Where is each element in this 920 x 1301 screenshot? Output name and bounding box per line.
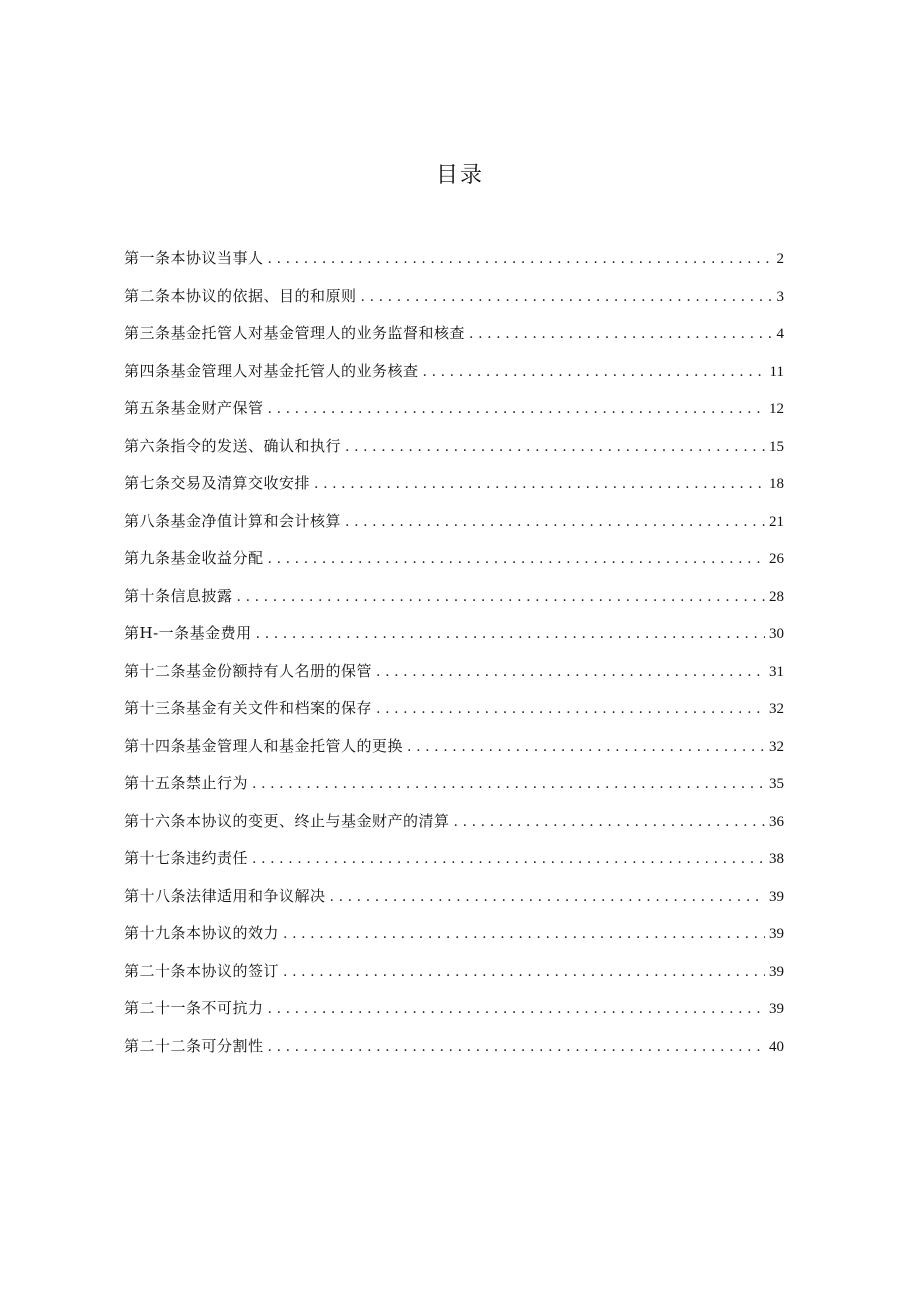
toc-entry-page-number: 4 [776,326,784,342]
toc-entry-page-number: 30 [769,626,784,642]
toc-dot-leader [345,436,765,458]
toc-dot-leader [283,923,765,945]
toc-entry[interactable] [124,397,784,435]
toc-entry-page-number: 2 [776,251,784,267]
toc-entry-label: 第二十条本协议的签订 [124,961,280,980]
toc-entry-label: 第十八条法律适用和争议解决 [124,886,326,905]
toc-entry-label: 第十九条本协议的效力 [124,924,280,942]
toc-dot-leader [283,961,765,983]
toc-entry[interactable] [124,960,784,998]
toc-entry-label: 第十六条本协议的变更、终止与基金财产的清算 [124,811,450,830]
toc-list [124,247,784,1072]
toc-entry[interactable] [124,922,784,960]
toc-dot-leader [252,848,765,870]
toc-dot-leader [376,698,765,720]
toc-entry-page-number: 39 [769,963,784,980]
toc-entry[interactable] [124,285,784,323]
toc-entry-page-number: 39 [769,926,784,942]
toc-entry[interactable] [124,697,784,735]
toc-entry-page-number: 12 [769,401,784,417]
toc-dot-leader [256,623,765,645]
toc-entry-label: 第十四条基金管理人和基金托管人的更换 [124,736,404,755]
toc-entry-page-number: 32 [769,738,784,755]
toc-entry[interactable] [124,435,784,473]
toc-entry[interactable] [124,585,784,623]
toc-entry-page-number: 39 [769,888,784,905]
toc-dot-leader [252,773,765,795]
toc-entry-label: 第九条基金收益分配 [124,549,264,567]
toc-entry[interactable] [124,622,784,660]
toc-entry-page-number: 26 [769,551,784,567]
toc-entry-page-number: 3 [776,288,784,305]
toc-entry[interactable] [124,472,784,510]
toc-dot-leader [314,473,765,495]
toc-entry[interactable] [124,247,784,285]
toc-dot-leader [268,248,773,270]
toc-entry-page-number: 39 [769,1001,784,1017]
toc-dot-leader [376,661,765,683]
toc-entry-page-number: 32 [769,701,784,717]
toc-entry[interactable] [124,547,784,585]
toc-entry-label: 第二十一条不可抗力 [124,999,264,1017]
toc-entry-label: 第十五条禁止行为 [124,774,249,792]
toc-entry[interactable] [124,885,784,923]
toc-entry-label: 第二十二条可分割性 [124,1036,264,1055]
toc-title: 目录 [435,163,484,188]
toc-dot-leader [361,286,773,308]
toc-entry-label: 第五条基金财产保管 [124,399,264,417]
toc-entry-page-number: 18 [769,476,784,492]
toc-entry-label: 第三条基金托管人对基金管理人的业务监督和核查 [124,324,466,342]
toc-entry[interactable] [124,510,784,548]
toc-entry-page-number: 28 [769,588,784,605]
toc-entry[interactable] [124,997,784,1035]
toc-dot-leader [268,998,765,1020]
toc-entry-page-number: 31 [769,663,784,680]
toc-dot-leader [407,736,765,758]
toc-entry[interactable] [124,660,784,698]
toc-dot-leader [268,548,765,570]
toc-entry-page-number: 21 [769,513,784,530]
toc-entry-page-number: 38 [769,851,784,867]
toc-entry-label: 第二条本协议的依据、目的和原则 [124,286,357,305]
toc-entry-label: 第十条信息披露 [124,586,233,605]
toc-dot-leader [268,398,765,420]
toc-entry[interactable] [124,322,784,360]
toc-entry-page-number: 35 [769,776,784,792]
toc-entry-label: 第H-一条基金费用 [124,624,252,642]
toc-entry[interactable] [124,1035,784,1073]
toc-dot-leader [423,361,766,383]
toc-entry[interactable] [124,810,784,848]
toc-entry-label: 第七条交易及清算交收安排 [124,474,311,492]
toc-entry-label: 第八条基金净值计算和会计核算 [124,511,342,530]
toc-entry[interactable] [124,735,784,773]
toc-entry-label: 第十三条基金有关文件和档案的保存 [124,699,373,717]
toc-dot-leader [237,586,765,608]
toc-entry-page-number: 15 [769,438,784,455]
toc-entry[interactable] [124,847,784,885]
toc-dot-leader [454,811,765,833]
toc-dot-leader [268,1036,765,1058]
toc-dot-leader [330,886,765,908]
toc-entry-label: 第十七条违约责任 [124,849,249,867]
toc-entry[interactable] [124,772,784,810]
toc-entry-label: 第一条本协议当事人 [124,249,264,267]
toc-dot-leader [345,511,765,533]
toc-entry-label: 第六条指令的发送、确认和执行 [124,436,342,455]
toc-dot-leader [469,323,772,345]
toc-entry-page-number: 40 [769,1038,784,1055]
toc-entry-page-number: 36 [769,813,784,830]
toc-entry-label: 第十二条基金份额持有人名册的保管 [124,661,373,680]
toc-entry-page-number: 11 [769,363,784,380]
toc-entry-label: 第四条基金管理人对基金托管人的业务核查 [124,361,419,380]
toc-entry[interactable] [124,360,784,398]
